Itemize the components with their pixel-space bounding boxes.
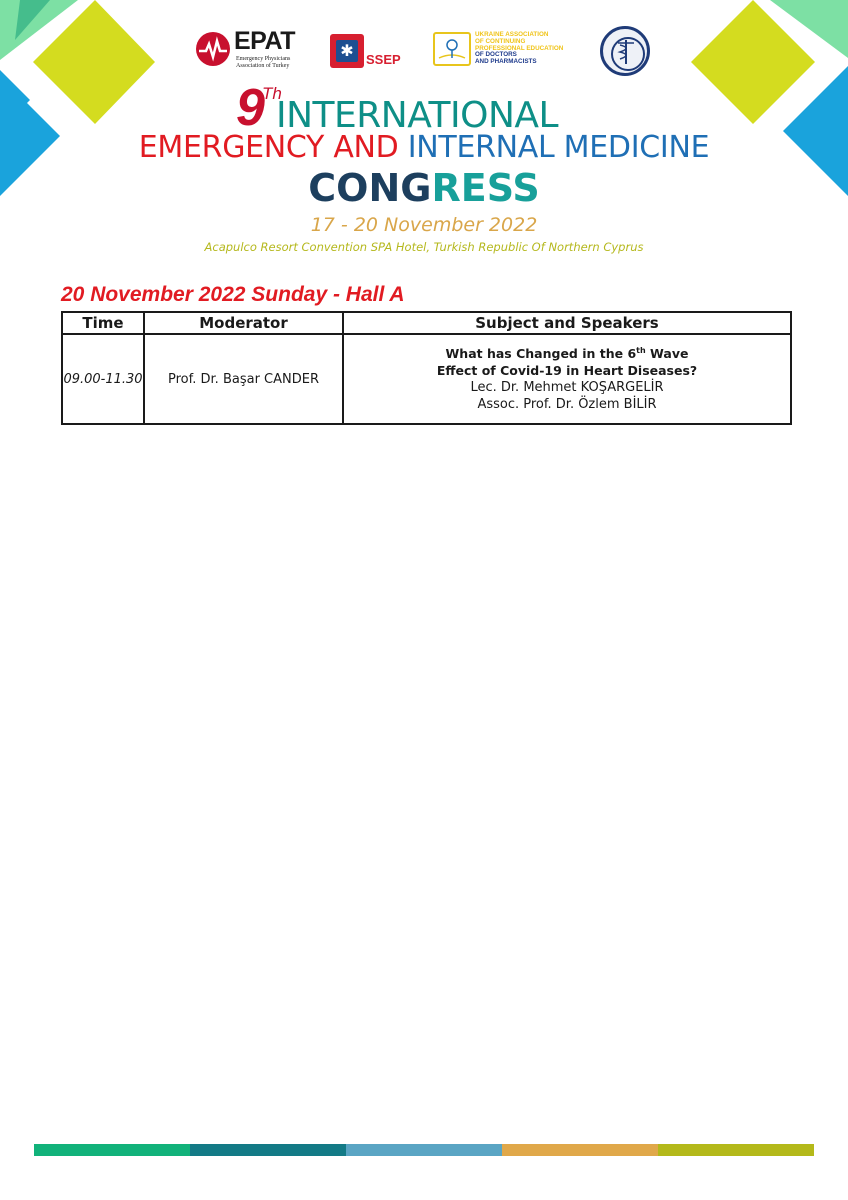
title-international: INTERNATIONAL xyxy=(276,95,559,136)
title-internal-medicine: INTERNAL MEDICINE xyxy=(407,130,710,165)
book-icon xyxy=(433,32,471,66)
subject-text-part2: Wave xyxy=(645,346,689,361)
ssep-logo xyxy=(330,26,410,78)
program-table xyxy=(61,311,792,425)
column-header-subject: Subject and Speakers xyxy=(343,312,791,334)
speaker-2: Assoc. Prof. Dr. Özlem BİLİR xyxy=(477,397,657,412)
session-subject-line-2: Effect of Covid-19 in Heart Diseases? xyxy=(436,363,698,378)
ukraine-line-5: AND PHARMACISTS xyxy=(475,58,537,66)
ssep-name: SSEP xyxy=(366,52,401,67)
subject-text-part1: What has Changed in the 6 xyxy=(445,346,637,361)
sponsor-logos xyxy=(0,26,848,78)
speaker-1: Lec. Dr. Mehmet KOŞARGELİR xyxy=(470,380,664,395)
university-seal-logo xyxy=(600,26,652,78)
day-heading: 20 November 2022 Sunday - Hall A xyxy=(61,283,405,306)
epat-heartbeat-icon xyxy=(196,32,230,66)
ukraine-line-4: OF DOCTORS xyxy=(475,51,517,59)
ssep-emblem-icon: ✱ xyxy=(330,34,364,68)
title-line-2 xyxy=(0,130,848,166)
footer-bar-segment xyxy=(502,1144,658,1156)
table-row xyxy=(62,334,791,424)
column-header-time: Time xyxy=(62,312,144,334)
ukraine-association-text xyxy=(475,32,605,66)
footer-bar-segment xyxy=(190,1144,346,1156)
title-congress xyxy=(0,166,848,210)
column-header-moderator: Moderator xyxy=(144,312,343,334)
congress-dates: 17 - 20 November 2022 xyxy=(310,214,538,236)
session-subject-line-1 xyxy=(344,345,790,362)
subject-ordinal-sup: th xyxy=(636,345,646,355)
title-emergency-and: EMERGENCY AND xyxy=(138,130,399,165)
congress-venue: Acapulco Resort Convention SPA Hotel, Turkish Republic Of Northern Cyprus xyxy=(204,240,644,254)
footer-bar-segment xyxy=(34,1144,190,1156)
epat-name: EPAT xyxy=(234,27,295,55)
ukraine-line-3: PROFESSIONAL EDUCATION xyxy=(475,44,564,52)
ukraine-line-1: UKRAINE ASSOCIATION xyxy=(475,31,549,38)
congress-number: 9 xyxy=(236,79,263,137)
footer-color-bar xyxy=(34,1144,814,1156)
epat-logo xyxy=(196,26,306,78)
ukraine-line-2: OF CONTINUING xyxy=(475,37,526,45)
session-time: 09.00-11.30 xyxy=(62,334,144,424)
ukraine-association-logo xyxy=(433,26,573,78)
caduceus-seal-icon xyxy=(600,26,650,76)
table-header-row xyxy=(62,312,791,334)
session-subject-speakers xyxy=(343,334,791,424)
session-moderator: Prof. Dr. Başar CANDER xyxy=(144,334,343,424)
congress-ordinal: Th xyxy=(262,84,282,103)
footer-bar-segment xyxy=(658,1144,814,1156)
title-congress-part2: RESS xyxy=(431,166,540,210)
footer-bar-segment xyxy=(346,1144,502,1156)
title-congress-part1: CONG xyxy=(308,166,432,210)
epat-subtitle: Emergency Physicians Association of Turkey xyxy=(236,56,291,69)
